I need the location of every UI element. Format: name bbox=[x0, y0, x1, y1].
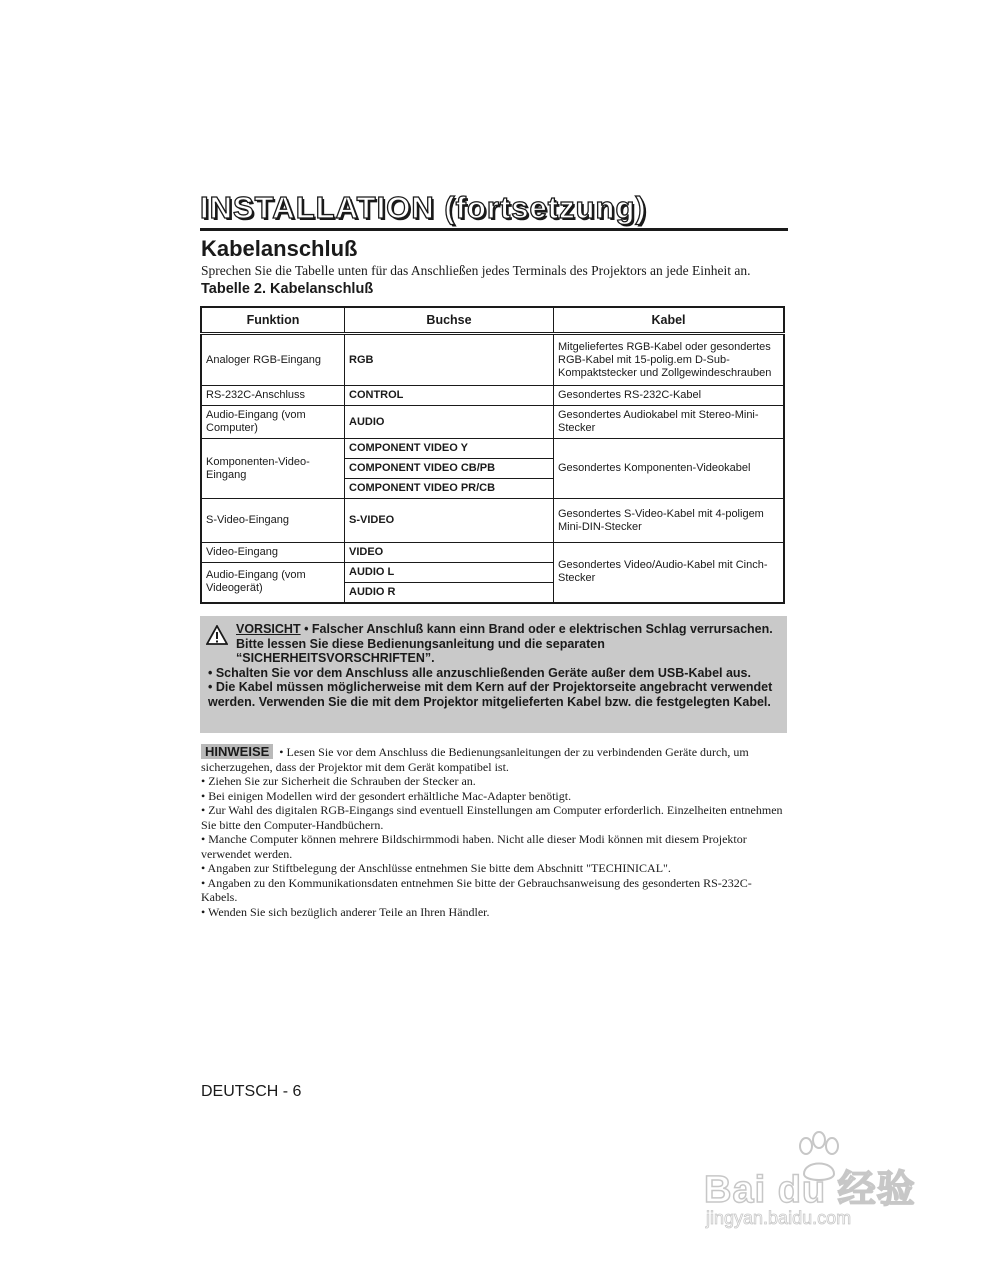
kabel-cell: Gesondertes Video/Audio-Kabel mit Cinch-Stecker bbox=[554, 543, 785, 603]
cable-table bbox=[200, 306, 785, 604]
caution-line-2: • Schalten Sie vor dem Anschluss alle anzuschließenden Geräte außer dem USB-Kabel aus. bbox=[208, 665, 751, 680]
watermark-url: jingyan.baidu.com bbox=[706, 1208, 852, 1228]
table-row bbox=[201, 334, 784, 386]
kabel-cell: Gesondertes S-Video-Kabel mit 4-poligem Mini-DIN-Stecker bbox=[554, 499, 785, 543]
buchse-cell: AUDIO L bbox=[345, 563, 554, 583]
buchse-cell: AUDIO R bbox=[345, 583, 554, 603]
buchse-cell: COMPONENT VIDEO CB/PB bbox=[345, 459, 554, 479]
funktion-cell: Video-Eingang bbox=[201, 543, 345, 563]
caution-line-3: • Die Kabel müssen möglicherweise mit dem Kern auf der Projektorseite angebracht verwendet werden. Verwenden Sie die mit dem Projektor mitgelieferten Kabel bzw. die festgelegten Kabel. bbox=[208, 680, 773, 709]
funktion-cell: Analoger RGB-Eingang bbox=[201, 334, 345, 386]
buchse-cell: CONTROL bbox=[345, 386, 554, 406]
funktion-cell: Audio-Eingang (vom Computer) bbox=[201, 406, 345, 439]
table-row bbox=[201, 386, 784, 406]
buchse-cell: VIDEO bbox=[345, 543, 554, 563]
note-item: HINWEISE • Lesen Sie vor dem Anschluss die Bedienungsanleitungen der zu verbindenden Geräte durch, um sicherzugehen, dass der Projektor mit dem Gerät kompatibel ist. bbox=[201, 744, 749, 774]
buchse-cell: RGB bbox=[345, 334, 554, 386]
table-row bbox=[201, 543, 784, 563]
column-header-kabel: Kabel bbox=[554, 307, 785, 334]
intro-text: Sprechen Sie die Tabelle unten für das Anschließen jedes Terminals des Projektors an jede Einheit an. bbox=[201, 263, 751, 278]
section-title: Kabelanschluß bbox=[201, 236, 358, 261]
page-title: INSTALLATION (fortsetzung) bbox=[200, 188, 788, 231]
page-footer: DEUTSCH - 6 bbox=[201, 1083, 302, 1100]
warning-triangle-icon bbox=[206, 625, 228, 645]
note-item: • Angaben zur Stiftbelegung der Anschlüsse entnehmen Sie bitte dem Abschnitt "TECHINICAL". bbox=[201, 861, 671, 875]
table-caption: Tabelle 2. Kabelanschluß bbox=[201, 281, 374, 297]
table-row bbox=[201, 406, 784, 439]
caution-line-1 bbox=[208, 622, 779, 666]
table-row bbox=[201, 499, 784, 543]
funktion-cell: S-Video-Eingang bbox=[201, 499, 345, 543]
note-item: • Zur Wahl des digitalen RGB-Eingangs sind eventuell Einstellungen am Computer erforderlich. Einzelheiten entnehmen Sie bitte den Computer-Handbüchern. bbox=[201, 803, 783, 832]
buchse-cell: COMPONENT VIDEO Y bbox=[345, 439, 554, 459]
notes-section bbox=[201, 744, 786, 919]
funktion-cell: Komponenten-Video-Eingang bbox=[201, 439, 345, 499]
caution-text-1: • Falscher Anschluß kann einn Brand oder e elektrischen Schlag verrursachen. Bitte lessen Sie diese Bedienungsanleitung und die separaten “SICHERHEITSVORSCHRIFTEN”. bbox=[236, 622, 773, 665]
buchse-cell: AUDIO bbox=[345, 406, 554, 439]
buchse-cell: S-VIDEO bbox=[345, 499, 554, 543]
note-item: • Bei einigen Modellen wird der gesondert erhältliche Mac-Adapter benötigt. bbox=[201, 788, 572, 803]
kabel-cell: Gesondertes RS-232C-Kabel bbox=[554, 386, 785, 406]
kabel-cell: Gesondertes Audiokabel mit Stereo-Mini-Stecker bbox=[554, 406, 785, 439]
column-header-funktion: Funktion bbox=[201, 307, 345, 334]
note-item: • Ziehen Sie zur Sicherheit die Schrauben der Stecker an. bbox=[201, 774, 476, 788]
funktion-cell: Audio-Eingang (vom Videogerät) bbox=[201, 563, 345, 603]
kabel-cell: Gesondertes Komponenten-Videokabel bbox=[554, 439, 785, 499]
column-header-buchse: Buchse bbox=[345, 307, 554, 334]
hinweise-badge: HINWEISE bbox=[201, 744, 273, 759]
funktion-cell: RS-232C-Anschluss bbox=[201, 386, 345, 406]
caution-label: VORSICHT bbox=[236, 622, 301, 636]
table-row bbox=[201, 439, 784, 459]
table-header-row bbox=[201, 307, 784, 334]
watermark-logo-text: Bai du 经验 bbox=[704, 1169, 916, 1211]
buchse-cell: COMPONENT VIDEO PR/CB bbox=[345, 479, 554, 499]
note-item: • Angaben zu den Kommunikationsdaten entnehmen Sie bitte der Gebrauchsanweisung des gesonderten RS-232C-Kabels. bbox=[201, 875, 752, 904]
kabel-cell: Mitgeliefertes RGB-Kabel oder gesondertes RGB-Kabel mit 15-polig.em D-Sub-Kompaktstecker und Zollgewindeschrauben bbox=[554, 334, 785, 386]
caution-box bbox=[200, 616, 787, 733]
baidu-watermark bbox=[700, 1130, 940, 1240]
note-item: • Wenden Sie sich bezüglich anderer Teile an Ihren Händler. bbox=[201, 904, 490, 919]
note-item: • Manche Computer können mehrere Bildschirmmodi haben. Nicht alle dieser Modi können mit diesem Projektor verwendet werden. bbox=[201, 832, 747, 861]
